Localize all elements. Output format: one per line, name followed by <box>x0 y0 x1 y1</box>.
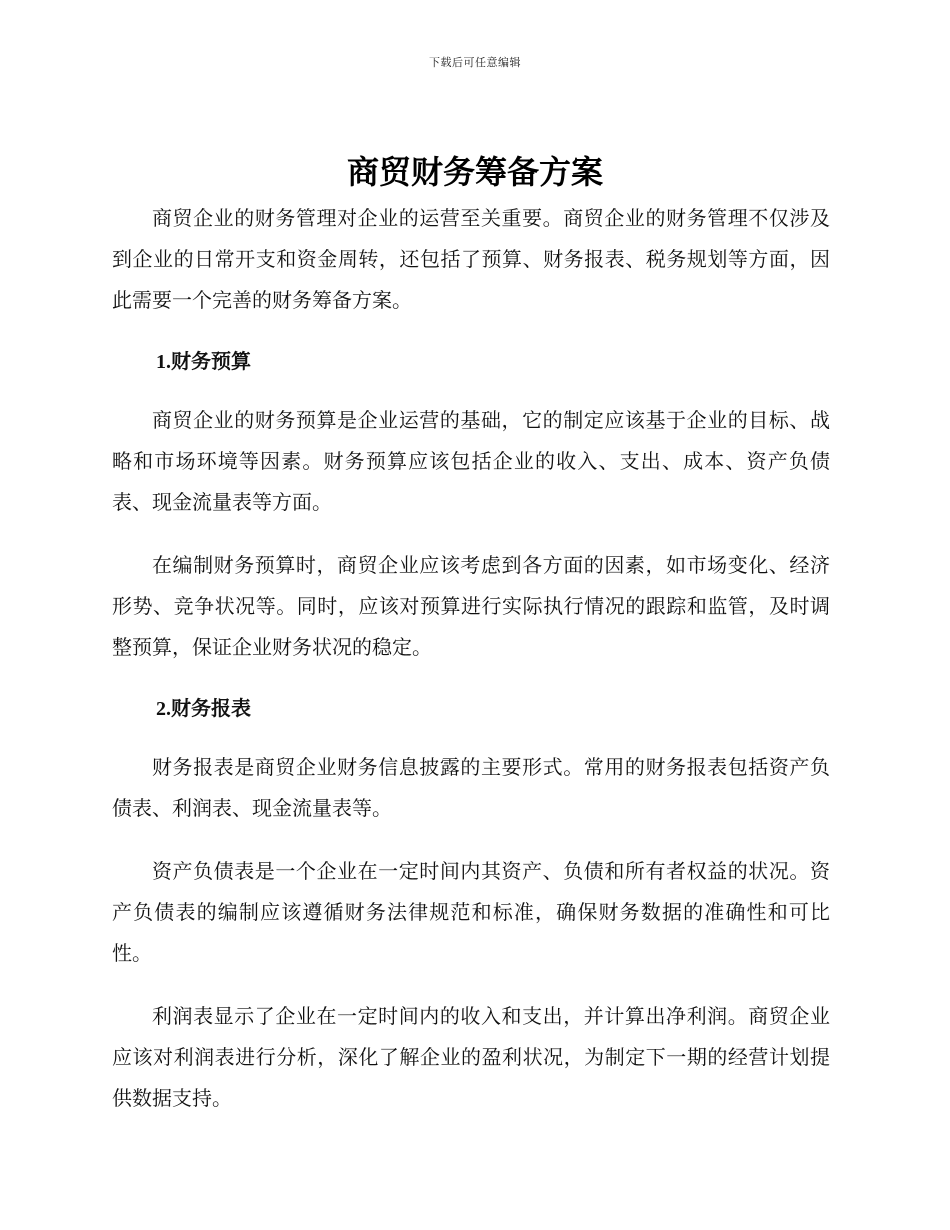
section-1-paragraph-1: 商贸企业的财务预算是企业运营的基础，它的制定应该基于企业的目标、战略和市场环境等因素。财务预算应该包括企业的收入、支出、成本、资产负债表、现金流量表等方面。 <box>112 408 830 514</box>
section-1-number: 1. <box>156 351 171 373</box>
section-2-paragraph-1: 财务报表是商贸企业财务信息披露的主要形式。常用的财务报表包括资产负债表、利润表、现金流量表等。 <box>112 755 830 820</box>
section-2-title: 财务报表 <box>171 696 251 720</box>
document-body <box>112 198 830 1141</box>
section-2-paragraph-3: 利润表显示了企业在一定时间内的收入和支出，并计算出净利润。商贸企业应该对利润表进行分析，深化了解企业的盈利状况，为制定下一期的经营计划提供数据支持。 <box>112 1004 830 1110</box>
intro-paragraph: 商贸企业的财务管理对企业的运营至关重要。商贸企业的财务管理不仅涉及到企业的日常开支和资金周转，还包括了预算、财务报表、税务规划等方面，因此需要一个完善的财务筹备方案。 <box>112 206 830 312</box>
document-title: 商贸财务筹备方案 <box>346 153 603 191</box>
section-2-paragraph-2: 资产负债表是一个企业在一定时间内其资产、负债和所有者权益的状况。资产负债表的编制应该遵循财务法律规范和标准，确保财务数据的准确性和可比性。 <box>112 859 830 965</box>
section-2-heading <box>112 690 830 727</box>
section-2-number: 2. <box>156 698 171 720</box>
section-1-paragraph-2: 在编制财务预算时，商贸企业应该考虑到各方面的因素，如市场变化、经济形势、竞争状况等。同时，应该对预算进行实际执行情况的跟踪和监管，及时调整预算，保证企业财务状况的稳定。 <box>112 553 830 659</box>
section-1-title: 财务预算 <box>171 349 251 373</box>
section-1-heading <box>112 343 830 380</box>
header-note: 下载后可任意编辑 <box>429 56 521 69</box>
